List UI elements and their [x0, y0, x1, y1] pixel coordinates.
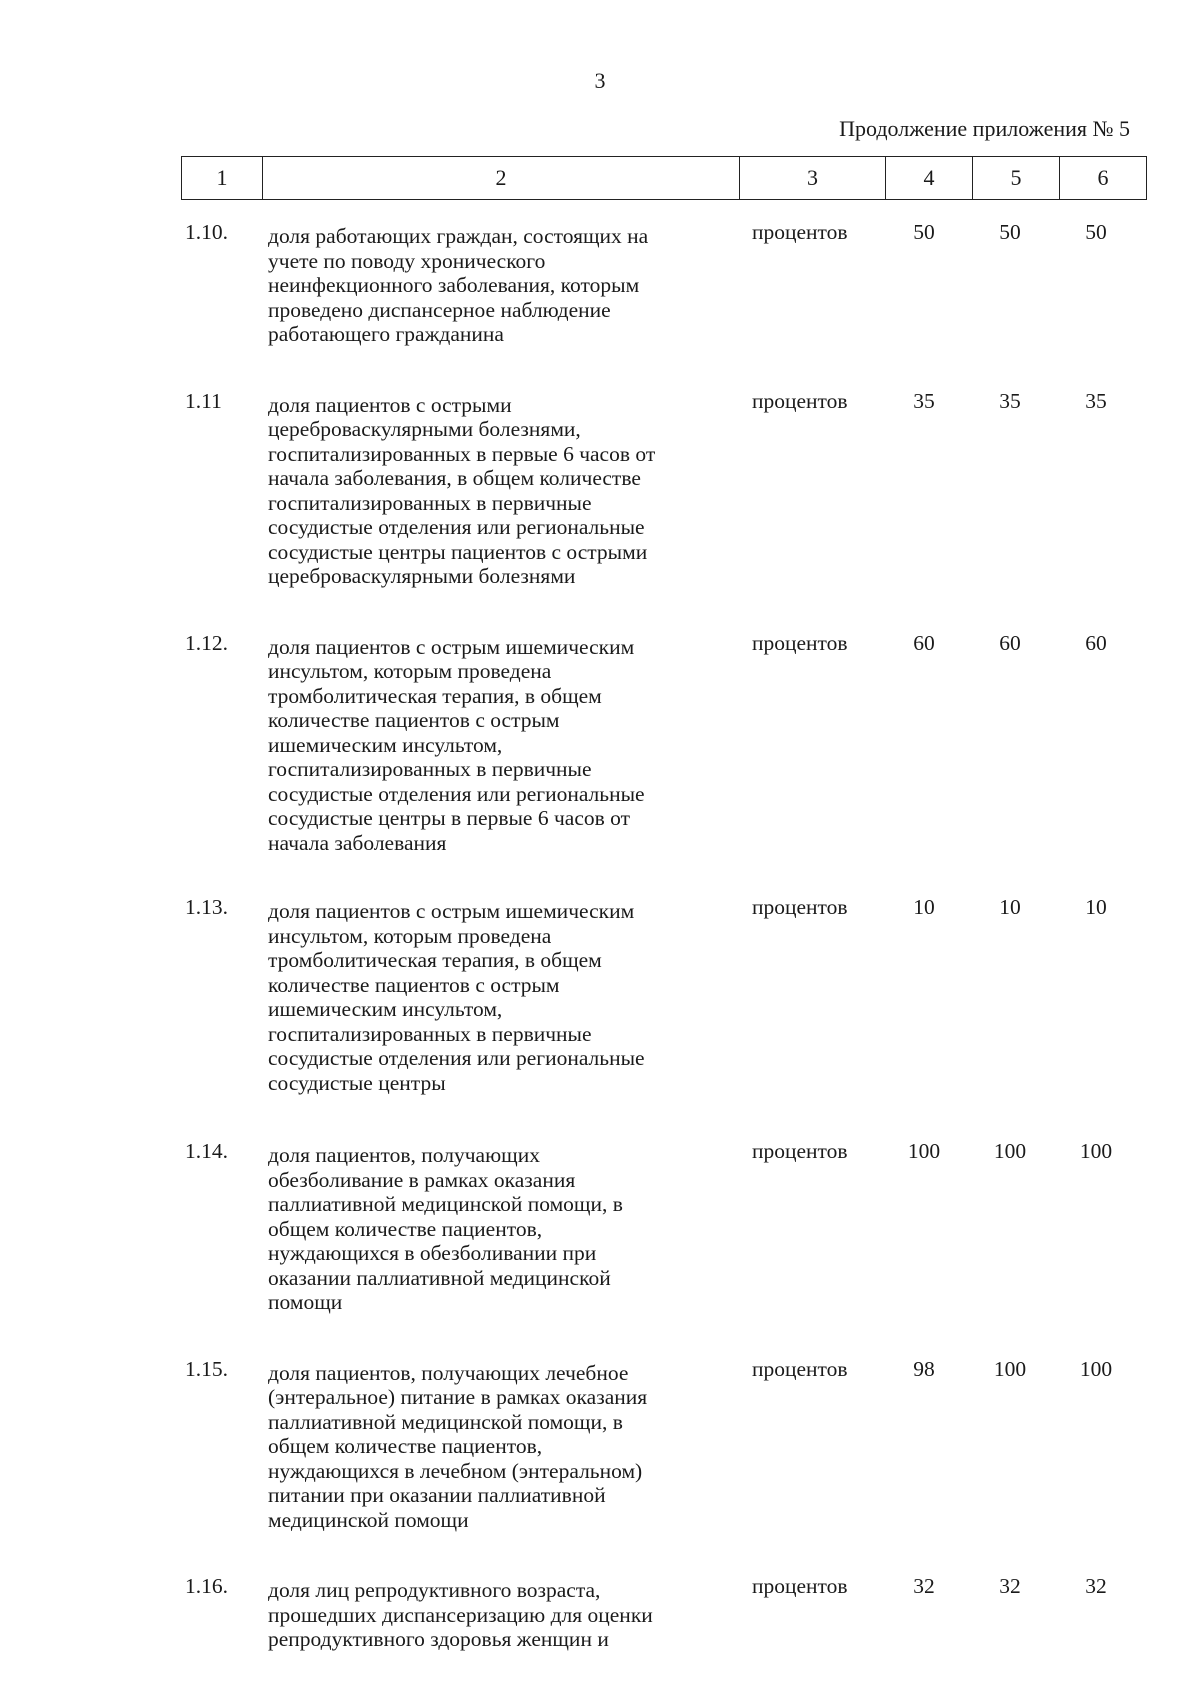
unit-of-measure: процентов [752, 1574, 848, 1598]
value-col-5: 60 [999, 630, 1021, 655]
value-col-5: 100 [993, 1356, 1027, 1381]
header-col-6: 6 [1060, 157, 1147, 200]
description-line: инсультом, которым проведена [268, 659, 552, 683]
description-line: начала заболевания, в общем количестве [268, 466, 641, 490]
table-row [0, 220, 1200, 347]
description-line: начала заболевания [268, 830, 447, 855]
description-line: помощи [268, 1290, 343, 1314]
indicator-number: 1.12. [185, 630, 228, 655]
description-line: нуждающихся в лечебном (энтеральном) [268, 1458, 643, 1483]
indicator-number: 1.13. [185, 895, 228, 919]
description-line: обезболивание в рамках оказания [268, 1167, 576, 1192]
description-line: сосудистые центры пациентов с острыми [268, 539, 648, 564]
table-row [0, 389, 1200, 589]
indicator-number: 1.11 [185, 388, 222, 413]
value-col-6: 100 [1079, 1139, 1113, 1163]
value-col-4: 32 [913, 1574, 935, 1598]
indicator-number: 1.15. [185, 1356, 228, 1381]
description-line: доля пациентов, получающих лечебное [268, 1360, 629, 1385]
unit-of-measure: процентов [752, 630, 848, 655]
description-line: госпитализированных в первичные [268, 757, 592, 781]
description-line: (энтеральное) питание в рамках оказания [268, 1385, 648, 1409]
value-col-6: 100 [1079, 1356, 1113, 1381]
value-col-6: 10 [1085, 895, 1107, 919]
description-line: сосудистые отделения или региональные [268, 781, 645, 806]
description-line: учете по поводу хронического [268, 248, 546, 273]
description-line: сосудистые центры [268, 1070, 446, 1095]
unit-of-measure: процентов [752, 220, 848, 244]
unit-of-measure: процентов [752, 895, 848, 919]
description-line: сосудистые центры в первые 6 часов от [268, 806, 631, 830]
description-line: доля работающих граждан, состоящих на [268, 224, 649, 248]
description-line: доля лиц репродуктивного возраста, [268, 1578, 601, 1602]
value-col-4: 100 [907, 1139, 941, 1163]
indicator-rows [0, 220, 1200, 1652]
indicator-description [268, 1139, 718, 1315]
header-col-5: 5 [973, 157, 1060, 200]
column-number-header [181, 156, 1147, 200]
header-col-4: 4 [886, 157, 973, 200]
table-row [0, 631, 1200, 856]
value-col-4: 10 [913, 895, 935, 919]
value-col-6: 32 [1085, 1574, 1107, 1598]
description-line: сосудистые отделения или региональные [268, 1046, 645, 1070]
value-col-4: 98 [913, 1356, 935, 1381]
header-col-1: 1 [182, 157, 263, 200]
indicator-number: 1.10. [185, 220, 228, 244]
description-line: доля пациентов с острыми [268, 392, 512, 417]
description-line: инсультом, которым проведена [268, 923, 552, 948]
value-col-6: 60 [1085, 630, 1107, 655]
description-line: работающего гражданина [268, 322, 504, 346]
description-line: доля пациентов, получающих [268, 1143, 540, 1167]
value-col-4: 60 [913, 630, 935, 655]
description-line: госпитализированных в первичные [268, 1021, 592, 1046]
description-line: доля пациентов с острым ишемическим [268, 634, 635, 659]
value-col-5: 10 [999, 895, 1021, 919]
description-line: репродуктивного здоровья женщин и [268, 1627, 609, 1651]
indicator-description [268, 631, 718, 856]
indicator-number: 1.16. [185, 1574, 228, 1598]
value-col-5: 35 [999, 388, 1021, 413]
value-col-5: 32 [999, 1574, 1021, 1598]
value-col-4: 50 [913, 220, 935, 244]
description-line: прошедших диспансеризацию для оценки [268, 1602, 653, 1627]
description-line: тромболитическая терапия, в общем [268, 948, 602, 972]
description-line: доля пациентов с острым ишемическим [268, 899, 635, 923]
description-line: общем количестве пациентов, [268, 1216, 543, 1241]
value-col-6: 35 [1085, 388, 1107, 413]
description-line: цереброваскулярными болезнями [268, 564, 576, 588]
description-line: паллиативной медицинской помощи, в [268, 1409, 623, 1434]
unit-of-measure: процентов [752, 1356, 848, 1381]
description-line: нуждающихся в обезболивании при [268, 1241, 597, 1265]
description-line: количестве пациентов с острым [268, 708, 560, 732]
value-col-4: 35 [913, 388, 935, 413]
indicator-description [268, 389, 718, 589]
unit-of-measure: процентов [752, 388, 848, 413]
description-line: количестве пациентов с острым [268, 972, 560, 997]
table-row [0, 1357, 1200, 1533]
table-row [0, 895, 1200, 1095]
value-col-5: 100 [993, 1139, 1027, 1163]
value-col-5: 50 [999, 220, 1021, 244]
header-col-3: 3 [740, 157, 886, 200]
indicator-description [268, 1357, 718, 1533]
description-line: питании при оказании паллиативной [268, 1483, 606, 1507]
indicator-number: 1.14. [185, 1139, 228, 1163]
table-row [0, 1574, 1200, 1652]
description-line: ишемическим инсультом, [268, 732, 503, 757]
indicator-description [268, 220, 718, 347]
description-line: медицинской помощи [268, 1507, 469, 1532]
description-line: госпитализированных в первые 6 часов от [268, 441, 656, 466]
description-line: цереброваскулярными болезнями, [268, 417, 581, 441]
description-line: проведено диспансерное наблюдение [268, 297, 611, 322]
description-line: госпитализированных в первичные [268, 490, 592, 515]
indicator-description [268, 1574, 718, 1652]
header-col-2: 2 [263, 157, 740, 200]
indicator-description [268, 895, 718, 1095]
description-line: паллиативной медицинской помощи, в [268, 1192, 623, 1216]
description-line: неинфекционного заболевания, которым [268, 273, 640, 297]
appendix-continuation-label: Продолжение приложения № 5 [839, 116, 1130, 141]
description-line: общем количестве пациентов, [268, 1434, 543, 1458]
description-line: ишемическим инсультом, [268, 997, 503, 1021]
description-line: оказании паллиативной медицинской [268, 1265, 611, 1290]
description-line: тромболитическая терапия, в общем [268, 683, 602, 708]
description-line: сосудистые отделения или региональные [268, 515, 645, 539]
table-row [0, 1139, 1200, 1315]
page-number: 3 [594, 68, 606, 93]
unit-of-measure: процентов [752, 1139, 848, 1163]
value-col-6: 50 [1085, 220, 1107, 244]
